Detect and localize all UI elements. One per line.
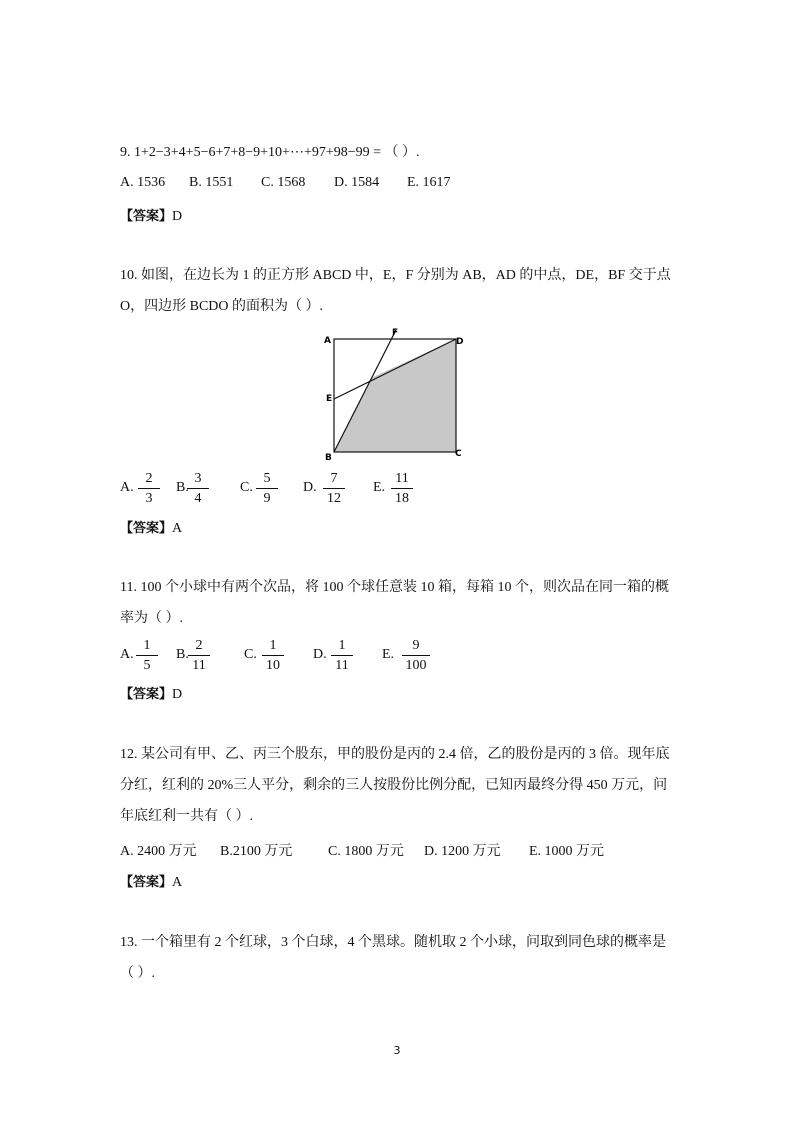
fraction-bar (188, 655, 210, 656)
shaded-quadrilateral-bcdo (334, 339, 456, 452)
fraction-bar (391, 488, 413, 489)
fraction-numerator: 1 (338, 638, 346, 653)
fraction-denominator: 3 (145, 491, 153, 506)
q12-stem-line1: 12. 某公司有甲、乙、丙三个股东，甲的股份是丙的 2.4 倍，乙的股份是丙的 3 倍。现年底 (120, 747, 670, 762)
fraction-numerator: 5 (263, 471, 271, 486)
option-fraction (188, 637, 210, 674)
fraction-numerator: 2 (145, 471, 153, 486)
answer-value: D (172, 687, 183, 702)
fraction-denominator: 11 (335, 658, 349, 673)
option-fraction (262, 637, 284, 674)
q10-stem-line2: O，四边形 BCDO 的面积为（ ）. (120, 299, 324, 314)
q12-option-b: B.2100 万元 (220, 844, 293, 859)
label-a: A (324, 336, 331, 346)
q12-option-e: E. 1000 万元 (529, 844, 605, 859)
q12-option-a: A. 2400 万元 (120, 844, 197, 859)
option-fraction (402, 637, 430, 674)
option-letter: E. (373, 480, 386, 495)
fraction-denominator: 100 (405, 658, 427, 673)
q9-option-b: B. 1551 (189, 175, 234, 190)
answer-tag: 【答案】 (120, 875, 173, 890)
answer-tag: 【答案】 (120, 209, 173, 224)
fraction-bar (331, 655, 353, 656)
q13-stem-line2: （ ）. (120, 966, 155, 981)
q9-option-e: E. 1617 (407, 175, 451, 190)
fraction-bar (136, 655, 158, 656)
fraction-denominator: 18 (395, 491, 409, 506)
answer-tag: 【答案】 (120, 521, 173, 536)
option-letter: E. (382, 647, 395, 662)
q13-stem-line1: 13. 一个箱里有 2 个红球，3 个白球，4 个黑球。随机取 2 个小球，问取到同色球的概率是 (120, 935, 666, 950)
q12-answer (120, 871, 182, 891)
option-fraction (391, 470, 413, 507)
label-f: F (392, 328, 399, 338)
option-letter: B. (176, 647, 189, 662)
answer-tag: 【答案】 (120, 687, 173, 702)
fraction-numerator: 11 (395, 471, 409, 486)
label-e: E (326, 394, 333, 404)
fraction-denominator: 9 (263, 491, 271, 506)
fraction-numerator: 1 (143, 638, 151, 653)
option-letter: C. (244, 647, 257, 662)
q9-stem: 9. 1+2−3+4+5−6+7+8−9+10+⋯+97+98−99 = （ ）. (120, 145, 420, 160)
answer-value: A (172, 521, 183, 536)
option-fraction (138, 470, 160, 507)
fraction-denominator: 10 (266, 658, 280, 673)
fraction-numerator: 3 (194, 471, 202, 486)
fraction-numerator: 7 (330, 471, 338, 486)
fraction-bar (323, 488, 345, 489)
q10-stem-line1: 10. 如图，在边长为 1 的正方形 ABCD 中，E，F 分别为 AB，AD 的中点，DE，BF 交于点 (120, 268, 671, 283)
option-letter: A. (120, 480, 134, 495)
page-number: 3 (393, 1044, 401, 1057)
answer-value: A (172, 875, 183, 890)
q11-answer (120, 683, 182, 703)
q12-option-d: D. 1200 万元 (424, 844, 501, 859)
q9-answer (120, 205, 182, 225)
option-fraction (323, 470, 345, 507)
fraction-denominator: 4 (194, 491, 202, 506)
label-b: B (325, 453, 332, 463)
q9-option-d: D. 1584 (334, 175, 380, 190)
option-letter: D. (313, 647, 327, 662)
option-letter: C. (240, 480, 253, 495)
q11-stem-line1: 11. 100 个小球中有两个次品，将 100 个球任意装 10 箱，每箱 10 个，则次品在同一箱的概 (120, 580, 669, 595)
option-letter: A. (120, 647, 134, 662)
fraction-denominator: 5 (143, 658, 151, 673)
q9-option-a: A. 1536 (120, 175, 166, 190)
fraction-bar (138, 488, 160, 489)
option-letter: D. (303, 480, 317, 495)
option-fraction (331, 637, 353, 674)
fraction-numerator: 1 (269, 638, 277, 653)
fraction-bar (256, 488, 278, 489)
option-fraction (136, 637, 158, 674)
option-fraction (187, 470, 209, 507)
q12-stem-line2: 分红，红利的 20%三人平分，剩余的三人按股份比例分配，已知丙最终分得 450 万元，问 (120, 778, 668, 793)
answer-value: D (172, 209, 183, 224)
q12-option-c: C. 1800 万元 (328, 844, 404, 859)
fraction-bar (402, 655, 430, 656)
q10-answer (120, 517, 182, 537)
fraction-bar (187, 488, 209, 489)
label-c: C (455, 449, 462, 459)
fraction-numerator: 9 (412, 638, 420, 653)
fraction-bar (262, 655, 284, 656)
fraction-denominator: 12 (327, 491, 341, 506)
option-fraction (256, 470, 278, 507)
q12-stem-line3: 年底红利一共有（ ）. (120, 809, 253, 824)
q10-square-figure (0, 325, 794, 465)
option-letter: B. (176, 480, 189, 495)
fraction-denominator: 11 (192, 658, 206, 673)
fraction-numerator: 2 (195, 638, 203, 653)
q11-stem-line2: 率为（ ）. (120, 611, 183, 626)
label-d: D (456, 337, 464, 347)
q9-option-c: C. 1568 (261, 175, 306, 190)
